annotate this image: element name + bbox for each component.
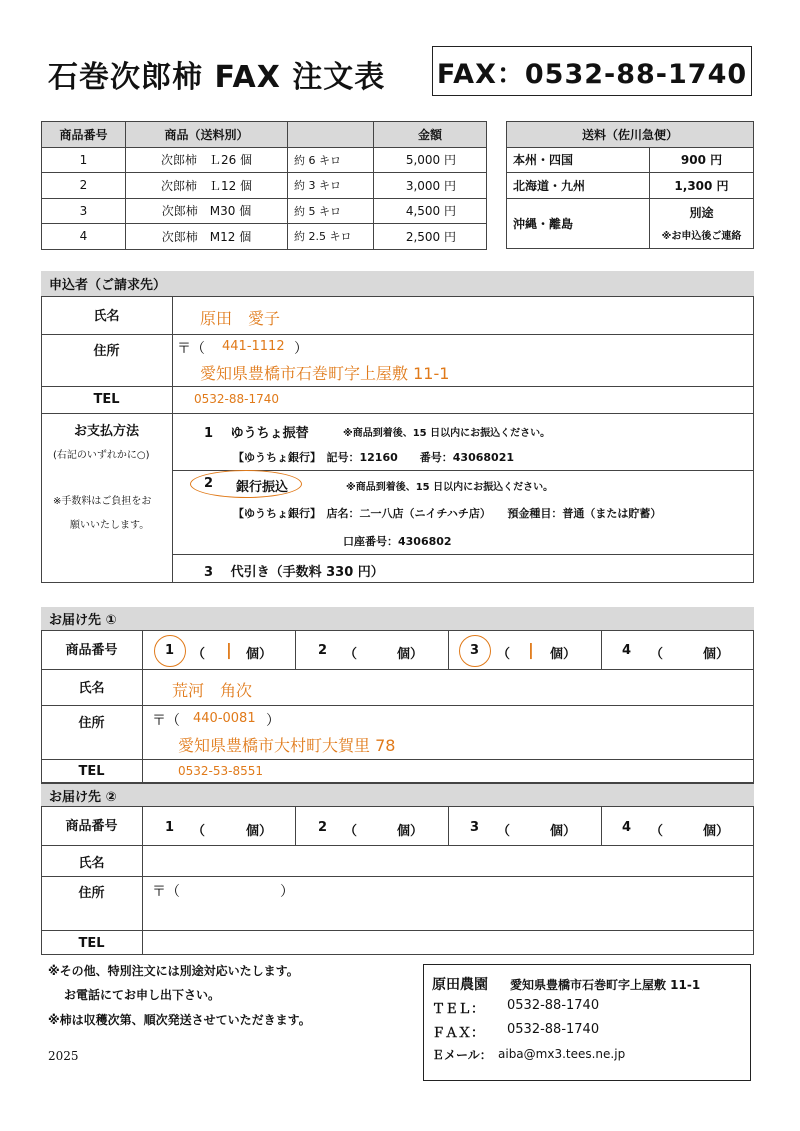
product-weight: 約 2.5 キロ — [288, 224, 374, 250]
delivery1-item-number: 2 — [318, 643, 328, 658]
footer-note: お電話にてお申し出下さい。 — [64, 988, 221, 1002]
applicant-name-field[interactable]: 原田 愛子 — [200, 309, 281, 328]
delivery1-item-open: （ — [650, 647, 664, 662]
delivery2-item-number: 1 — [165, 820, 175, 835]
delivery2-item-number: 4 — [622, 820, 632, 835]
payment-note: ※手数料はご負担をお — [53, 496, 152, 507]
delivery1-item-qty[interactable]: | — [226, 640, 232, 659]
col-header-number: 商品番号 — [42, 122, 126, 148]
applicant-postal-field[interactable]: 441-1112 — [222, 339, 285, 354]
col-header-weight — [288, 122, 374, 148]
payment-note: 願いいたします。 — [70, 520, 150, 531]
delivery2-tel-label: TEL — [78, 936, 105, 951]
delivery2-section-title: お届け先 ② — [41, 783, 754, 807]
product-price: 4,500 円 — [374, 198, 487, 224]
applicant-tel-label: TEL — [93, 392, 120, 407]
delivery1-name-label: 氏名 — [78, 681, 105, 696]
product-weight: 約 6 キロ — [288, 147, 374, 173]
table-row — [42, 198, 487, 224]
shipping-price: 1,300 円 — [650, 173, 754, 199]
delivery2-product-label: 商品番号 — [65, 819, 118, 834]
farm-email-label: Ｅメール： — [432, 1048, 492, 1062]
product-table — [41, 121, 487, 250]
postal-close: ） — [280, 884, 294, 900]
farm-name: 原田農園 — [432, 977, 488, 993]
farm-address: 愛知県豊橋市石巻町字上屋敷 11-1 — [510, 978, 701, 992]
delivery1-address-field[interactable]: 愛知県豊橋市大村町大賀里 78 — [178, 736, 396, 755]
col-header-price: 金額 — [374, 122, 487, 148]
product-weight: 約 3 キロ — [288, 173, 374, 199]
delivery1-postal-field[interactable]: 440-0081 — [193, 711, 256, 726]
shipping-price: 別途 — [689, 206, 714, 220]
postal-mark: 〒（ — [152, 713, 180, 729]
payment-option-3[interactable]: 3 代引き（手数料 330 円） — [204, 565, 384, 580]
product-price: 5,000 円 — [374, 147, 487, 173]
product-weight: 約 5 キロ — [288, 198, 374, 224]
product-name: 次郎柿 M30 個 — [126, 198, 288, 224]
footer-note: ※柿は収穫次第、順次発送させていただきます。 — [48, 1013, 311, 1027]
delivery2-item-number: 3 — [470, 820, 480, 835]
farm-email[interactable]: aiba@mx3.tees.ne.jp — [498, 1047, 626, 1061]
table-row — [42, 173, 487, 199]
applicant-name-label: 氏名 — [93, 309, 120, 324]
product-price: 3,000 円 — [374, 173, 487, 199]
applicant-address-field[interactable]: 愛知県豊橋市石巻町字上屋敷 11-1 — [200, 364, 450, 383]
farm-fax: 0532-88-1740 — [507, 1022, 600, 1037]
delivery1-item-number: 3 — [470, 643, 480, 658]
table-row — [507, 147, 754, 173]
shipping-region: 北海道・九州 — [507, 173, 650, 199]
delivery1-item-number: 4 — [622, 643, 632, 658]
applicant-address-label: 住所 — [93, 344, 120, 359]
delivery2-item-unit: 個） — [550, 824, 577, 839]
payment-option-2-note: ※商品到着後、15 日以内にお振込ください。 — [346, 482, 554, 493]
applicant-section-title: 申込者（ご請求先） — [41, 271, 754, 297]
payment-option-2-account: 口座番号：4306802 — [343, 535, 452, 548]
delivery2-item-open: （ — [650, 824, 664, 839]
delivery1-tel-field[interactable]: 0532-53-8551 — [178, 764, 264, 778]
table-row — [507, 198, 754, 248]
shipping-table — [506, 121, 754, 249]
shipping-price: 900 円 — [650, 147, 754, 173]
postal-close: ） — [294, 341, 308, 357]
payment-sublabel: (右記のいずれかに○) — [53, 450, 150, 461]
delivery1-address-label: 住所 — [78, 716, 105, 731]
delivery1-section — [41, 607, 754, 783]
farm-fax-label: ＦＡＸ： — [432, 1026, 485, 1041]
product-number: 3 — [42, 198, 126, 224]
payment-option-1[interactable]: 1 ゆうちょ振替 — [204, 426, 309, 441]
fax-number-box: FAX：0532-88-1740 — [432, 46, 752, 96]
payment-option-1-detail: 【ゆうちょ銀行】 記号：12160 番号：43068021 — [233, 451, 514, 464]
product-name: 次郎柿 M12 個 — [126, 224, 288, 250]
shipping-note: ※お申込後ご連絡 — [661, 231, 742, 242]
delivery2-item-open: （ — [344, 824, 358, 839]
postal-mark: 〒（ — [152, 884, 180, 900]
delivery2-item-number: 2 — [318, 820, 328, 835]
table-row — [42, 224, 487, 250]
table-row — [507, 173, 754, 199]
delivery1-item-open: （ — [497, 647, 511, 662]
delivery2-address-label: 住所 — [78, 886, 105, 901]
delivery1-tel-label: TEL — [78, 764, 105, 779]
delivery2-item-unit: 個） — [703, 824, 730, 839]
farm-tel: 0532-88-1740 — [507, 998, 600, 1013]
shipping-region: 沖縄・離島 — [507, 198, 650, 248]
delivery1-item-unit: 個） — [246, 647, 273, 662]
postal-close: ） — [266, 713, 280, 729]
delivery1-item-number: 1 — [165, 643, 175, 658]
delivery1-item-unit: 個） — [397, 647, 424, 662]
product-name: 次郎柿 Ｌ26 個 — [126, 147, 288, 173]
delivery1-item-open: （ — [344, 647, 358, 662]
delivery1-item-unit: 個） — [550, 647, 577, 662]
applicant-tel-field[interactable]: 0532-88-1740 — [194, 392, 280, 406]
delivery1-item-unit: 個） — [703, 647, 730, 662]
delivery2-item-open: （ — [192, 824, 206, 839]
footer-year: 2025 — [48, 1049, 79, 1063]
payment-label: お支払方法 — [73, 424, 139, 439]
page-title: 石巻次郎柿 FAX 注文表 — [48, 60, 386, 95]
product-number: 2 — [42, 173, 126, 199]
delivery1-name-field[interactable]: 荒河 角次 — [172, 681, 253, 700]
payment-option-2-detail: 【ゆうちょ銀行】 店名：二一八店（ニイチハチ店） 預金種目：普通（または貯蓄） — [233, 507, 662, 520]
delivery1-item-qty[interactable]: | — [528, 640, 534, 659]
shipping-region: 本州・四国 — [507, 147, 650, 173]
postal-mark: 〒（ — [177, 341, 205, 357]
delivery1-product-label: 商品番号 — [65, 643, 118, 658]
product-number: 1 — [42, 147, 126, 173]
payment-option-2[interactable]: 銀行振込 — [236, 480, 289, 495]
footer-note: ※その他、特別注文には別途対応いたします。 — [48, 964, 299, 978]
product-price: 2,500 円 — [374, 224, 487, 250]
delivery1-item-open: （ — [192, 647, 206, 662]
shipping-header: 送料（佐川急便） — [507, 122, 754, 148]
product-number: 4 — [42, 224, 126, 250]
delivery2-item-open: （ — [497, 824, 511, 839]
col-header-product: 商品（送料別） — [126, 122, 288, 148]
product-name: 次郎柿 Ｌ12 個 — [126, 173, 288, 199]
table-row — [42, 147, 487, 173]
payment-option-1-note: ※商品到着後、15 日以内にお振込ください。 — [343, 428, 551, 439]
delivery2-item-unit: 個） — [397, 824, 424, 839]
delivery1-section-title: お届け先 ① — [41, 607, 754, 631]
farm-tel-label: ＴＥＬ： — [432, 1002, 485, 1017]
delivery2-name-label: 氏名 — [78, 856, 105, 871]
payment-option-2-number: 2 — [204, 476, 214, 491]
delivery2-item-unit: 個） — [246, 824, 273, 839]
